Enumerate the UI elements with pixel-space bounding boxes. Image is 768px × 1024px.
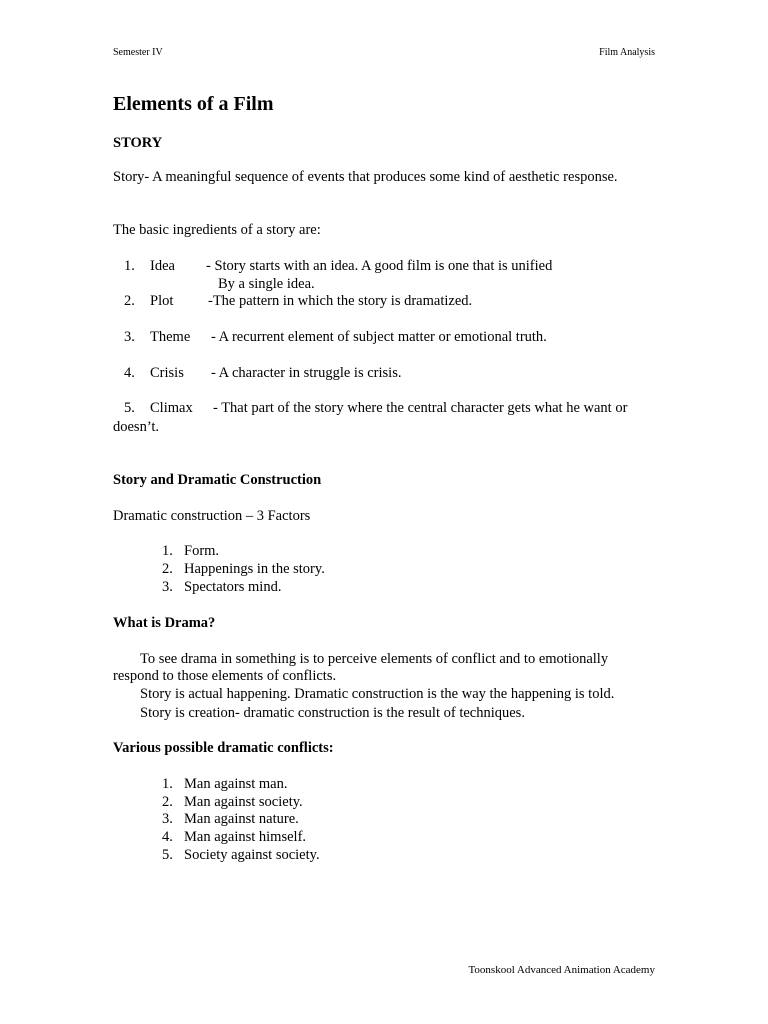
list-text: Society against society. xyxy=(184,847,320,863)
list-term: Crisis xyxy=(150,365,184,381)
list-term: Plot xyxy=(150,293,174,309)
list-number: 4. xyxy=(162,829,173,845)
list-number: 3. xyxy=(162,811,173,827)
dramatic-construction-intro: Dramatic construction – 3 Factors xyxy=(113,508,311,524)
list-number: 2. xyxy=(162,561,173,577)
list-description: - A character in struggle is crisis. xyxy=(211,365,402,381)
list-term: Theme xyxy=(150,329,191,345)
list-description: -The pattern in which the story is dramatized. xyxy=(208,293,473,309)
story-heading: STORY xyxy=(113,135,163,151)
list-description: - Story starts with an idea. A good film is one that is unified xyxy=(206,258,553,274)
header-left: Semester IV xyxy=(113,47,163,58)
list-text: Spectators mind. xyxy=(184,579,282,595)
list-text: Man against nature. xyxy=(184,811,299,827)
list-description-continued: doesn’t. xyxy=(113,419,160,435)
list-text: Man against society. xyxy=(184,794,303,810)
conflicts-heading: Various possible dramatic conflicts: xyxy=(113,740,334,756)
list-description: - That part of the story where the central character gets what he want or xyxy=(213,400,628,416)
list-term: Idea xyxy=(150,258,175,274)
paragraph-line: Story is creation- dramatic construction is the result of techniques. xyxy=(140,705,525,721)
list-number: 5. xyxy=(124,400,135,416)
list-number: 1. xyxy=(162,776,173,792)
dramatic-construction-heading: Story and Dramatic Construction xyxy=(113,472,322,488)
list-number: 2. xyxy=(124,293,135,309)
ingredients-intro: The basic ingredients of a story are: xyxy=(113,222,321,238)
list-number: 3. xyxy=(162,579,173,595)
footer-text: Toonskool Advanced Animation Academy xyxy=(468,964,655,976)
paragraph-line: To see drama in something is to perceive elements of conflict and to emotionally xyxy=(140,651,609,667)
list-text: Happenings in the story. xyxy=(184,561,325,577)
page-title: Elements of a Film xyxy=(113,93,274,115)
list-number: 1. xyxy=(162,543,173,559)
list-number: 2. xyxy=(162,794,173,810)
story-definition: Story- A meaningful sequence of events that produces some kind of aesthetic response. xyxy=(113,169,618,185)
list-number: 5. xyxy=(162,847,173,863)
list-number: 1. xyxy=(124,258,135,274)
paragraph-line: Story is actual happening. Dramatic construction is the way the happening is told. xyxy=(140,686,615,702)
list-number: 3. xyxy=(124,329,135,345)
list-number: 4. xyxy=(124,365,135,381)
list-text: Man against himself. xyxy=(184,829,307,845)
header-right: Film Analysis xyxy=(599,47,655,58)
drama-heading: What is Drama? xyxy=(113,615,216,631)
list-description-continued: By a single idea. xyxy=(218,276,315,292)
list-description: - A recurrent element of subject matter or emotional truth. xyxy=(211,329,547,345)
list-text: Form. xyxy=(184,543,220,559)
list-term: Climax xyxy=(150,400,193,416)
list-text: Man against man. xyxy=(184,776,288,792)
paragraph-line: respond to those elements of conflicts. xyxy=(113,668,337,684)
